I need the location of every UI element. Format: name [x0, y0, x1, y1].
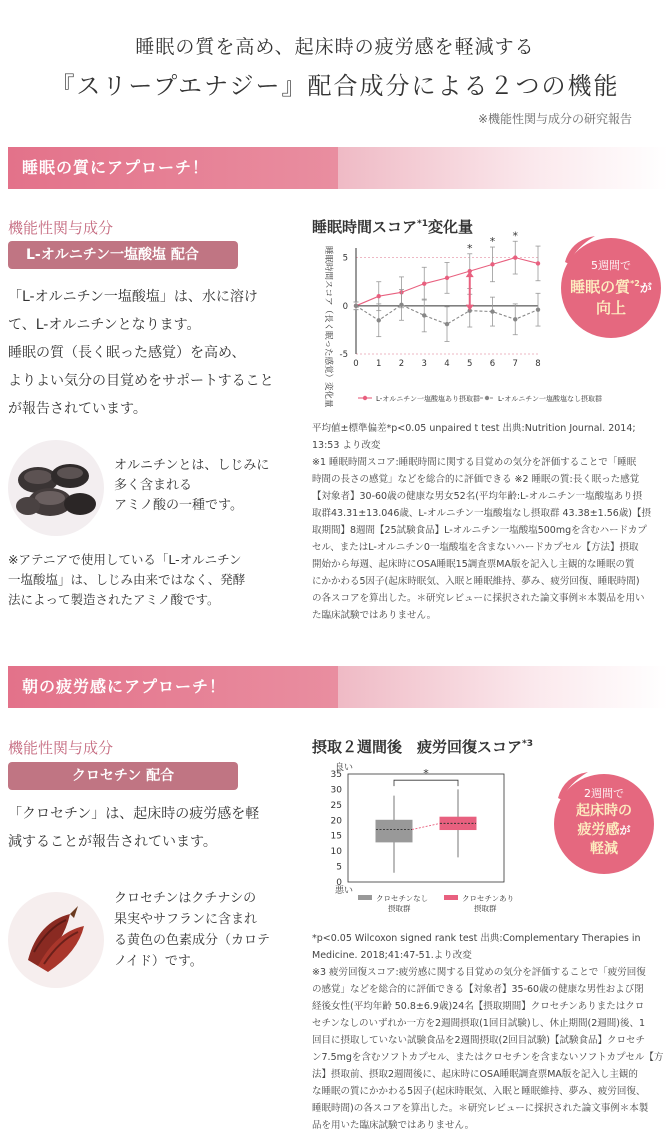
chart1-heading-suffix: 変化量: [427, 218, 473, 236]
footnote-line: Medicine. 2018;41:47-51.より改変: [312, 950, 472, 961]
chart1-point: [536, 261, 540, 265]
footnote-line: 取期間】8週間【25試験食品】L-オルニチン一塩酸塩500mgを含むハードカプ: [312, 525, 647, 536]
chart1-point: [490, 309, 494, 313]
chart1-point: [377, 294, 381, 298]
chart1-point: [513, 317, 517, 321]
chart2-heading: [312, 736, 533, 757]
desc-line: が報告されています。: [8, 401, 147, 417]
desc-line: て、L-オルニチンとなります。: [8, 317, 201, 333]
footnote-line: の感覚」などを総合的に評価できる【対象者】35-60歳の健康な男性および閉: [312, 984, 644, 995]
section2-kinou-label: 機能性関与成分: [8, 739, 114, 757]
chart2-legend-label: クロセチンなし: [376, 894, 429, 903]
chart2-frame: [348, 774, 504, 882]
footnote-line: セチンなしのいずれか一方を2週間摂取(1回目試験)し、休止期間(2週間)後、1: [312, 1018, 646, 1029]
caption-line: 果実やサフランに含まれ: [114, 912, 258, 927]
footnote-line: *p<0.05 Wilcoxon signed rank test 出典:Complementary Therapies in: [312, 933, 641, 944]
badge1-line3: 向上: [595, 299, 626, 317]
footnote-line: ※1 睡眠時間スコア:睡眠時間に関する目覚めの気分を評価することで「睡眠: [312, 457, 637, 468]
desc-line: 「L-オルニチン一塩酸塩」は、水に溶け: [8, 289, 258, 305]
footnote-line: 回目に摂取していない試験食品を2週間摂取(2回目試験)【試験食品】クロセチ: [312, 1035, 646, 1046]
section2-banner: 朝の疲労感にアプローチ！: [8, 666, 338, 708]
badge1-line2sup: *2: [630, 279, 640, 288]
header-note: ※機能性関与成分の研究報告: [477, 112, 632, 126]
chart1-point: [513, 255, 517, 259]
section2-ingredient-pill: クロセチン 配合: [8, 762, 238, 790]
chart2-ytick-label: 5: [336, 862, 342, 873]
chart1-legend-label: L-オルニチン一塩酸塩なし摂取群: [498, 395, 602, 403]
gardenia-caption: [114, 888, 270, 972]
chart1-xtick-label: 3: [421, 359, 427, 369]
chart2-legend-label: 摂取群: [474, 904, 497, 913]
footnote-line: 経後女性(平均年齢 50.8±6.9歳)24名【摂取期間】クロセチンありまたはクロ: [312, 1001, 645, 1012]
note-line: ※アテニアで使用している「L-オルニチン: [8, 552, 242, 567]
chart2-sig-star: *: [423, 767, 429, 781]
chart2-legend-swatch: [444, 895, 458, 900]
chart1-point: [377, 318, 381, 322]
section1-kinou-label: 機能性関与成分: [8, 219, 114, 237]
caption-line: 多く含まれる: [114, 478, 193, 493]
chart1-xtick-label: 0: [353, 359, 359, 369]
chart2-legend: [358, 894, 514, 913]
footnote-line: 平均値±標準偏差*p<0.05 unpaired t test 出典:Nutrition Journal. 2014;: [312, 423, 636, 434]
desc-line: 「クロセチン」は、起床時の疲労感を軽: [8, 806, 260, 822]
caption-line: ノイド）です。: [114, 954, 203, 969]
header-line2: 『スリープエナジー』配合成分による２つの機能: [50, 72, 620, 100]
chart1-sig-star: *: [512, 229, 518, 243]
chart1-legend-dot: [485, 396, 489, 400]
chart1-point: [354, 304, 358, 308]
chart1-marks: [354, 229, 541, 341]
section1-banner-tail: [338, 147, 668, 189]
chart1-ytick-label: 5: [342, 253, 348, 264]
chart1-xtick-label: 6: [489, 359, 496, 369]
chart2-legend-label: クロセチンあり: [462, 894, 515, 903]
badge2-line1: 2週間で: [584, 787, 624, 800]
chart1-point: [399, 303, 403, 307]
chart2-median-link: [412, 823, 440, 829]
chart1-xtick-label: 8: [535, 359, 541, 369]
badge2-line3: [548, 821, 660, 840]
chart2-ytick-label: 35: [330, 770, 342, 780]
footnote-line: た臨床試験ではありません。: [312, 610, 437, 621]
chart2-legend-label: 摂取群: [388, 904, 411, 913]
chart1-xtick-label: 7: [512, 359, 518, 369]
badge2-text: [548, 786, 660, 859]
footnote-line: 睡眠時間)の各スコアを算出した。＊研究レビューに採択された論文事例＊本製: [312, 1103, 649, 1114]
footnote-line: ン7.5mgを含むソフトカプセル、またはクロセチンを含まないソフトカプセル【方: [312, 1052, 664, 1063]
section1-ingredient-pill: L-オルニチン一塩酸塩 配合: [8, 241, 238, 269]
desc-line: 減することが報告されています。: [8, 834, 217, 850]
footnote-line: 時間の長さの感覚」などを総合的に評価できる ※2 睡眠の質:長く眠った感覚: [312, 474, 640, 485]
caption-line: る黄色の色素成分（カロテ: [114, 933, 271, 948]
chart2-sig-bracket: [394, 780, 458, 786]
badge1-line1: 5週間で: [591, 259, 631, 272]
chart1-legend-dot: [363, 396, 367, 400]
chart1-sig-star: *: [489, 235, 496, 249]
badge2-line2: 起床時の: [576, 803, 632, 819]
caption-line: アミノ酸の一種です。: [114, 498, 243, 513]
footnote-line: 法】摂取前、摂取2週間後に、起床時にOSA睡眠調査票MA版を記入し主観的: [312, 1069, 638, 1080]
chart1-xtick-label: 4: [444, 359, 450, 369]
badge1-text: [555, 258, 667, 318]
chart1-sig-star: *: [467, 241, 473, 255]
badge2-line4: 軽減: [590, 841, 618, 857]
chart1-legend-label: L-オルニチン一塩酸塩あり摂取群: [376, 395, 480, 403]
chart2-ytick-label: 20: [330, 816, 342, 827]
chart1-heading-text: 睡眠時間スコア: [312, 218, 418, 236]
note-line: 法によって製造されたアミノ酸です。: [8, 592, 220, 607]
footnote-line: 取群43.31±13.046歳、L-オルニチン一塩酸塩なし摂取群 43.38±1.56歳)【摂: [312, 508, 652, 519]
section2-banner-tail: [338, 666, 668, 708]
note-line: 一塩酸塩」は、しじみ由来ではなく、発酵: [8, 572, 246, 587]
clam-image: [8, 440, 104, 536]
chart2-svg: [306, 758, 546, 918]
chart1-point: [490, 262, 494, 266]
header-line1: 睡眠の質を高め、起床時の疲労感を軽減する: [135, 36, 535, 58]
section2-footnotes: [312, 930, 664, 1134]
badge1-line2b: が: [639, 281, 652, 295]
chart2-heading-text: 摂取２週間後 疲労回復スコア: [312, 738, 523, 756]
chart1-point: [445, 276, 449, 280]
chart2-ytick-label: 30: [330, 785, 342, 796]
chart1-point: [445, 322, 449, 326]
footnote-line: ※3 疲労回復スコア:疲労感に関する目覚めの気分を評価することで「疲労回復: [312, 967, 646, 978]
chart2-ytick-label: 15: [330, 831, 342, 842]
footnote-line: 開始から毎週、起床時にOSA睡眠15調査票MA版を記入し主観的な睡眠の質: [312, 559, 635, 570]
chart2-ytick-label: 10: [330, 847, 342, 858]
badge2: [548, 768, 660, 880]
chart2-top-label: 良い: [334, 763, 354, 773]
chart2-ytick-label: 0: [336, 878, 342, 888]
chart1-point: [422, 281, 426, 285]
footnote-line: 品を用いた臨床試験ではありません。: [312, 1120, 475, 1131]
section2-description: [8, 800, 298, 856]
chart2-legend-swatch: [358, 895, 372, 900]
chart1-diff-arrowhead-down: [466, 305, 474, 311]
chart1-heading: [312, 216, 473, 237]
footnote-line: の各スコアを算出した。＊研究レビューに採択された論文事例＊本製品を用い: [312, 593, 645, 604]
chart1-point: [536, 307, 540, 311]
chart1-legend: [358, 394, 602, 403]
desc-line: よりよい気分の目覚めをサポートすること: [8, 373, 274, 389]
footnote-line: な睡眠の質にかかわる5因子(起床時眠気、入眠と睡眠維持、夢み、疲労回復、: [312, 1086, 646, 1097]
chart1-axes: [340, 248, 541, 369]
chart2-box: [376, 820, 412, 842]
clam-caption: [114, 456, 269, 516]
badge1: [555, 232, 667, 344]
section1-footnotes: [312, 420, 664, 624]
section1-description: [8, 283, 298, 423]
chart2-marks: [376, 767, 476, 873]
chart2-ytick-label: 25: [330, 800, 342, 811]
caption-line: クロセチンはクチナシの: [114, 891, 257, 906]
chart1-xtick-label: 1: [376, 359, 382, 369]
badge1-line2a: 睡眠の質: [570, 278, 631, 296]
footnote-line: にかかわる5因子(起床時眠気、入眠と睡眠維持、夢み、疲労回復、睡眠時間): [312, 576, 640, 587]
atenia-note: [8, 550, 298, 610]
chart1-ytick-label: -5: [339, 350, 348, 360]
chart1-ytick-label: 0: [342, 301, 348, 312]
chart1-xtick-label: 5: [467, 359, 473, 369]
chart2-heading-sup: *3: [522, 739, 533, 749]
badge2-line3b: が: [619, 824, 631, 837]
desc-line: 睡眠の質（長く眠った感覚）を高め、: [8, 345, 246, 361]
chart1-point: [422, 313, 426, 317]
chart1-xtick-label: 2: [398, 359, 405, 369]
badge2-line3a: 疲労感: [577, 822, 620, 838]
caption-line: オルニチンとは、しじみに: [114, 458, 270, 473]
footnote-line: 13:53 より改変: [312, 440, 381, 451]
gardenia-image: [8, 892, 104, 988]
section1-banner: 睡眠の質にアプローチ！: [8, 147, 338, 189]
footnote-line: 【対象者】30-60歳の健康な男女52名(平均年齢:L-オルニチン一塩酸塩あり摂: [312, 491, 643, 502]
chart1-ylabel: 睡眠時間スコア（長く眠った感覚）変化量: [323, 246, 333, 408]
badge1-line2: [555, 274, 667, 298]
chart2-bottom-label: 悪い: [334, 886, 354, 896]
footnote-line: セル、またはL-オルニチン0一塩酸塩を含まないハードカプセル【方法】摂取: [312, 542, 639, 553]
chart1-heading-sup: *1: [417, 219, 428, 229]
